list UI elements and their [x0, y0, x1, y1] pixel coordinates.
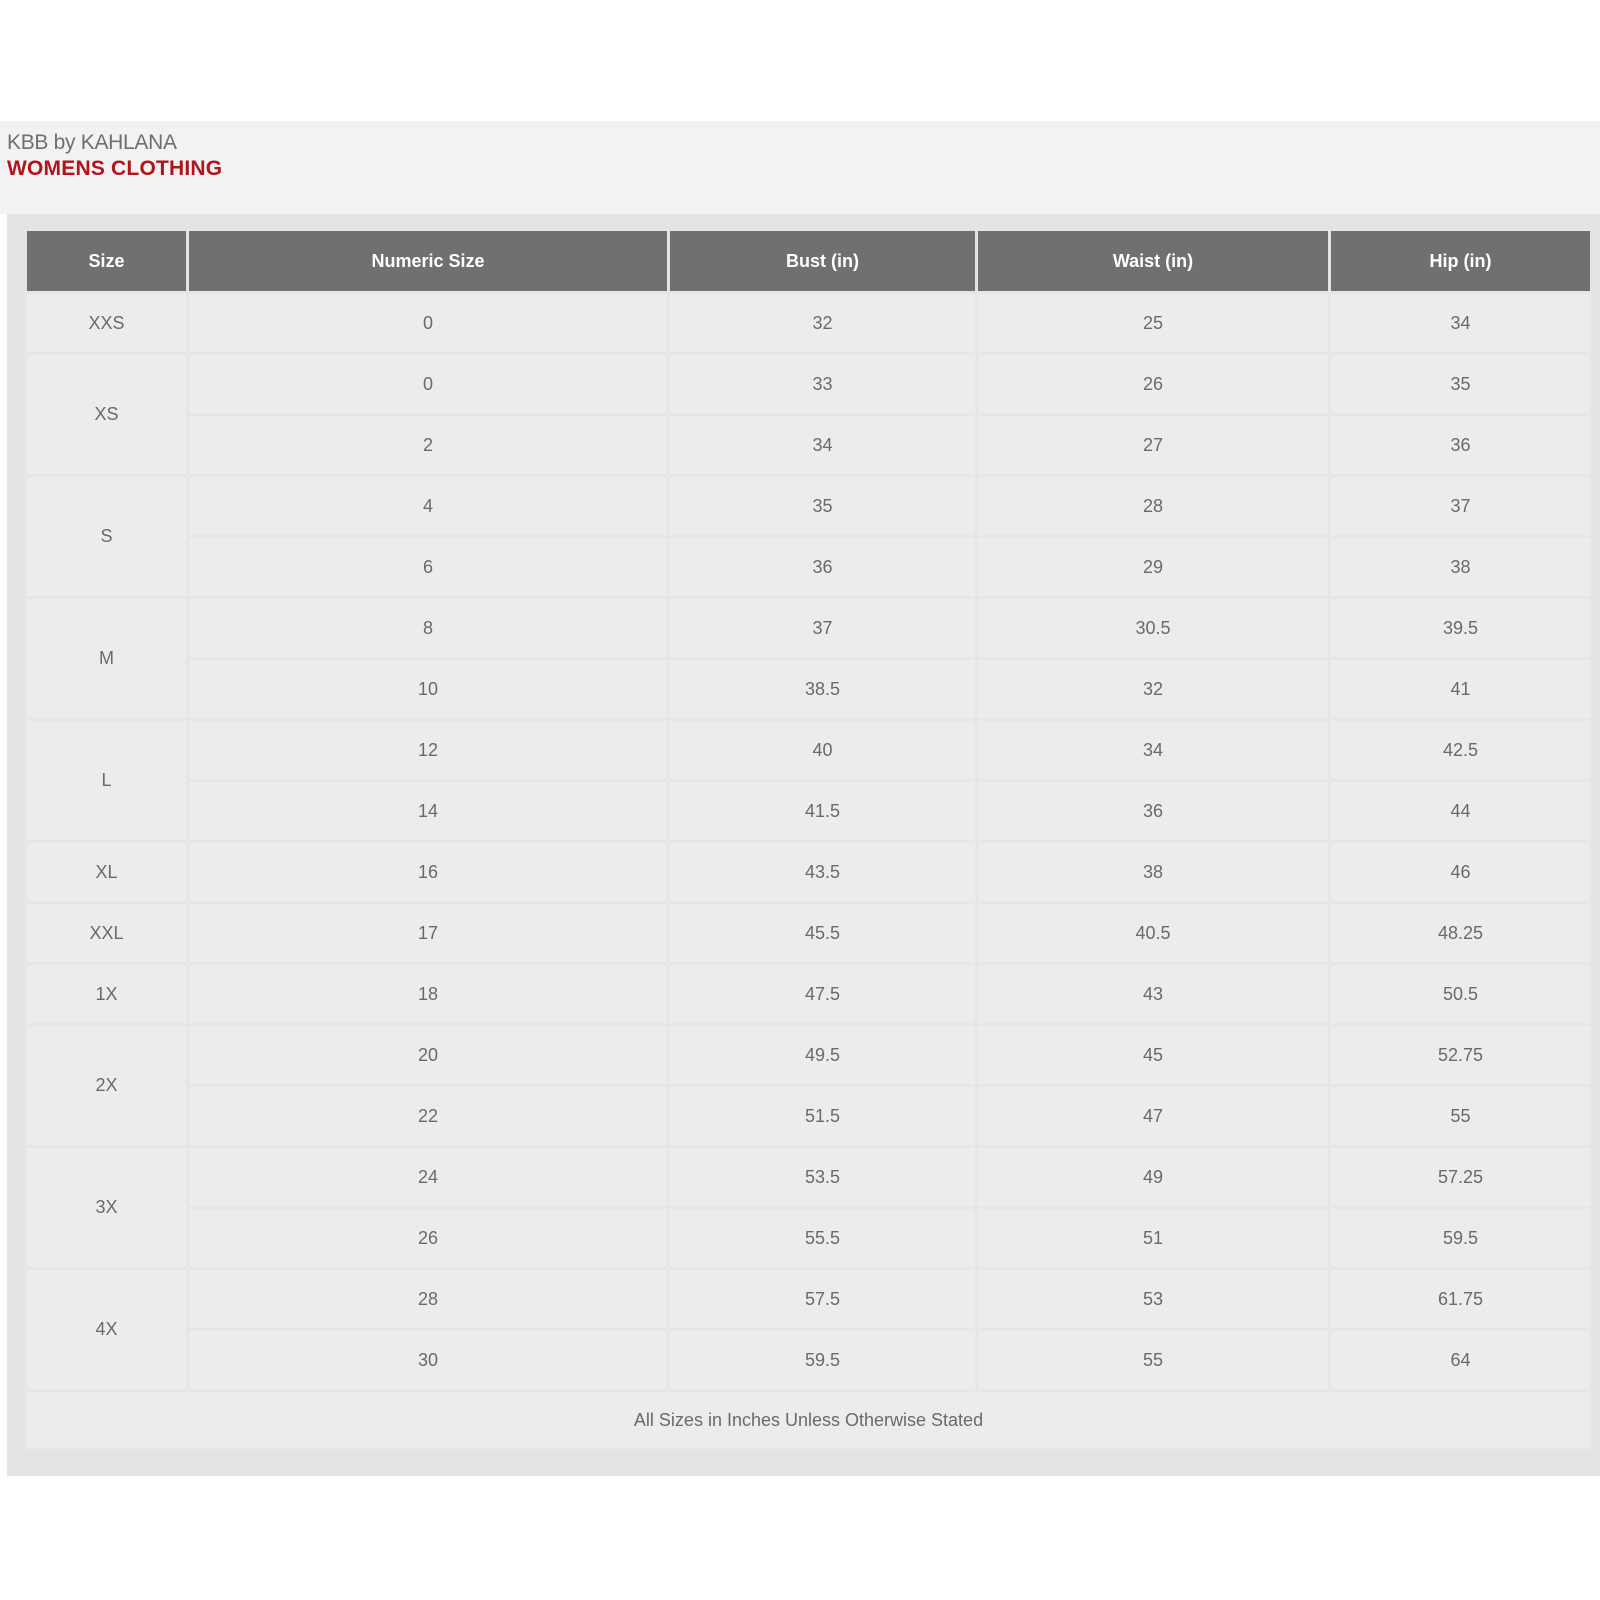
table-row	[26, 720, 1592, 781]
numeric-size-cell: 2	[188, 415, 669, 476]
size-label-cell: XXL	[26, 903, 188, 964]
bust-cell: 37	[669, 598, 977, 659]
waist-cell: 53	[977, 1269, 1330, 1330]
numeric-size-cell: 6	[188, 537, 669, 598]
hip-cell: 41	[1330, 659, 1592, 720]
column-header: Hip (in)	[1330, 231, 1592, 293]
bust-cell: 45.5	[669, 903, 977, 964]
table-body	[26, 293, 1592, 1391]
column-header: Bust (in)	[669, 231, 977, 293]
bust-cell: 32	[669, 293, 977, 354]
hip-cell: 34	[1330, 293, 1592, 354]
numeric-size-cell: 18	[188, 964, 669, 1025]
table-row	[26, 476, 1592, 537]
column-header: Numeric Size	[188, 231, 669, 293]
hip-cell: 36	[1330, 415, 1592, 476]
bust-cell: 49.5	[669, 1025, 977, 1086]
numeric-size-cell: 14	[188, 781, 669, 842]
numeric-size-cell: 22	[188, 1086, 669, 1147]
table-row	[26, 1086, 1592, 1147]
bust-cell: 35	[669, 476, 977, 537]
footnote-row	[26, 1391, 1592, 1450]
bust-cell: 57.5	[669, 1269, 977, 1330]
waist-cell: 51	[977, 1208, 1330, 1269]
size-label-cell: 1X	[26, 964, 188, 1025]
hip-cell: 59.5	[1330, 1208, 1592, 1269]
waist-cell: 26	[977, 354, 1330, 415]
waist-cell: 47	[977, 1086, 1330, 1147]
table-row	[26, 842, 1592, 903]
size-label-cell: 3X	[26, 1147, 188, 1269]
bust-cell: 43.5	[669, 842, 977, 903]
waist-cell: 43	[977, 964, 1330, 1025]
bust-cell: 36	[669, 537, 977, 598]
numeric-size-cell: 4	[188, 476, 669, 537]
bust-cell: 40	[669, 720, 977, 781]
size-label-cell: L	[26, 720, 188, 842]
numeric-size-cell: 24	[188, 1147, 669, 1208]
size-label-cell: XXS	[26, 293, 188, 354]
size-label-cell: M	[26, 598, 188, 720]
numeric-size-cell: 28	[188, 1269, 669, 1330]
waist-cell: 38	[977, 842, 1330, 903]
column-header: Waist (in)	[977, 231, 1330, 293]
column-header: Size	[26, 231, 188, 293]
hip-cell: 52.75	[1330, 1025, 1592, 1086]
size-label-cell: 2X	[26, 1025, 188, 1147]
size-chart-table	[24, 231, 1593, 1451]
bust-cell: 38.5	[669, 659, 977, 720]
waist-cell: 49	[977, 1147, 1330, 1208]
bust-cell: 33	[669, 354, 977, 415]
footnote: All Sizes in Inches Unless Otherwise Stated	[26, 1391, 1592, 1450]
waist-cell: 29	[977, 537, 1330, 598]
numeric-size-cell: 0	[188, 354, 669, 415]
numeric-size-cell: 8	[188, 598, 669, 659]
size-label-cell: XL	[26, 842, 188, 903]
table-row	[26, 537, 1592, 598]
numeric-size-cell: 10	[188, 659, 669, 720]
hip-cell: 42.5	[1330, 720, 1592, 781]
table-row	[26, 1025, 1592, 1086]
table-row	[26, 354, 1592, 415]
header-band	[0, 121, 1600, 214]
table-row	[26, 903, 1592, 964]
waist-cell: 25	[977, 293, 1330, 354]
table-row	[26, 415, 1592, 476]
table-row	[26, 964, 1592, 1025]
bust-cell: 51.5	[669, 1086, 977, 1147]
hip-cell: 48.25	[1330, 903, 1592, 964]
numeric-size-cell: 12	[188, 720, 669, 781]
table-row	[26, 1147, 1592, 1208]
waist-cell: 34	[977, 720, 1330, 781]
waist-cell: 36	[977, 781, 1330, 842]
numeric-size-cell: 20	[188, 1025, 669, 1086]
waist-cell: 55	[977, 1330, 1330, 1391]
hip-cell: 50.5	[1330, 964, 1592, 1025]
numeric-size-cell: 0	[188, 293, 669, 354]
numeric-size-cell: 26	[188, 1208, 669, 1269]
brand-name: KBB by KAHLANA	[7, 131, 177, 154]
waist-cell: 40.5	[977, 903, 1330, 964]
bust-cell: 34	[669, 415, 977, 476]
hip-cell: 61.75	[1330, 1269, 1592, 1330]
size-label-cell: 4X	[26, 1269, 188, 1391]
hip-cell: 35	[1330, 354, 1592, 415]
table-row	[26, 1330, 1592, 1391]
hip-cell: 57.25	[1330, 1147, 1592, 1208]
table-row	[26, 598, 1592, 659]
size-label-cell: XS	[26, 354, 188, 476]
table-row	[26, 1208, 1592, 1269]
waist-cell: 28	[977, 476, 1330, 537]
hip-cell: 39.5	[1330, 598, 1592, 659]
table-row	[26, 659, 1592, 720]
bust-cell: 47.5	[669, 964, 977, 1025]
numeric-size-cell: 30	[188, 1330, 669, 1391]
table-row	[26, 1269, 1592, 1330]
waist-cell: 45	[977, 1025, 1330, 1086]
hip-cell: 64	[1330, 1330, 1592, 1391]
table-row	[26, 781, 1592, 842]
bust-cell: 41.5	[669, 781, 977, 842]
category-title: WOMENS CLOTHING	[7, 157, 223, 180]
hip-cell: 38	[1330, 537, 1592, 598]
bust-cell: 55.5	[669, 1208, 977, 1269]
numeric-size-cell: 16	[188, 842, 669, 903]
bust-cell: 53.5	[669, 1147, 977, 1208]
hip-cell: 37	[1330, 476, 1592, 537]
waist-cell: 27	[977, 415, 1330, 476]
numeric-size-cell: 17	[188, 903, 669, 964]
hip-cell: 44	[1330, 781, 1592, 842]
waist-cell: 30.5	[977, 598, 1330, 659]
table-header-row	[26, 231, 1592, 293]
size-label-cell: S	[26, 476, 188, 598]
hip-cell: 46	[1330, 842, 1592, 903]
bust-cell: 59.5	[669, 1330, 977, 1391]
hip-cell: 55	[1330, 1086, 1592, 1147]
waist-cell: 32	[977, 659, 1330, 720]
table-row	[26, 293, 1592, 354]
